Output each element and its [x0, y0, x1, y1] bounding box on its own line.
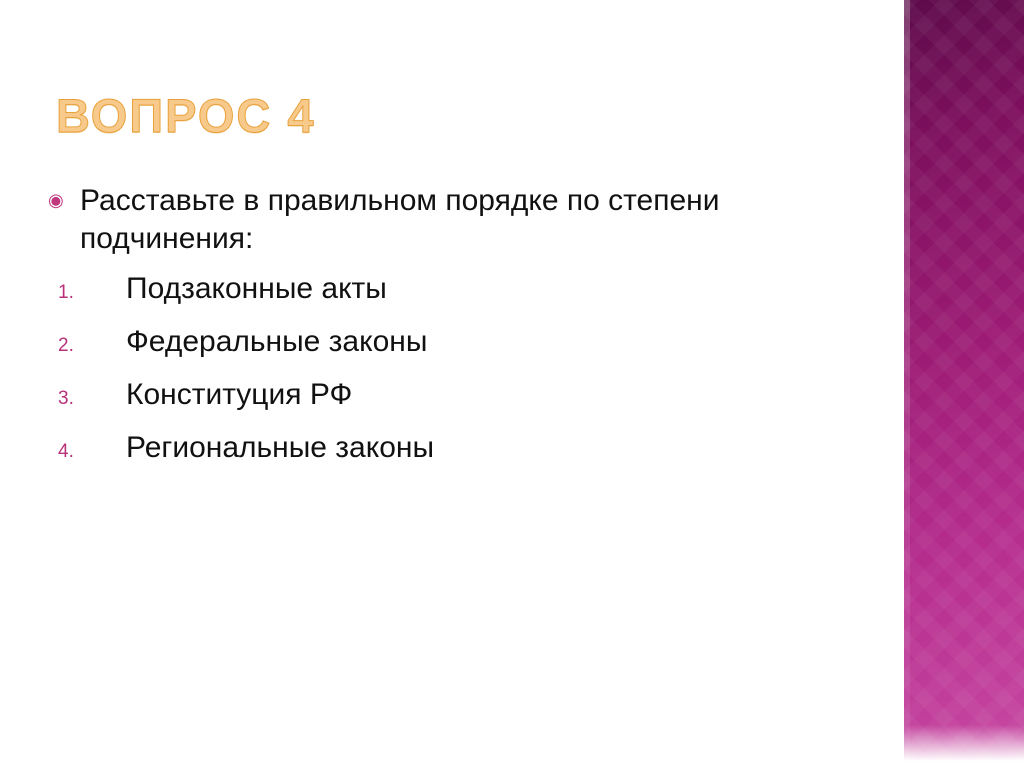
bullet-item: [48, 182, 818, 259]
slide-body: [48, 182, 818, 483]
list-item-number: 2.: [58, 334, 74, 356]
numbered-list: [48, 271, 818, 466]
list-item: [48, 324, 818, 360]
bullet-item-text: Расставьте в правильном порядке по степени подчинения:: [80, 184, 720, 256]
list-item: [48, 271, 818, 307]
band-bottom-fade: [904, 725, 1024, 767]
list-item-number: 1.: [58, 281, 74, 303]
list-item-text: Подзаконные акты: [126, 271, 387, 305]
list-item-text: Конституция РФ: [126, 377, 353, 411]
slide-title: ВОПРОС 4: [56, 89, 316, 142]
list-item: [48, 430, 818, 466]
target-bullet-icon: ◉: [48, 190, 64, 210]
decorative-side-band: [904, 0, 1024, 767]
band-edge-highlight: [904, 0, 910, 767]
list-item-text: Федеральные законы: [126, 324, 428, 358]
list-item: [48, 377, 818, 413]
list-item-text: Региональные законы: [126, 430, 435, 464]
list-item-number: 3.: [58, 387, 74, 409]
band-texture: [904, 0, 1024, 767]
list-item-number: 4.: [58, 440, 74, 462]
